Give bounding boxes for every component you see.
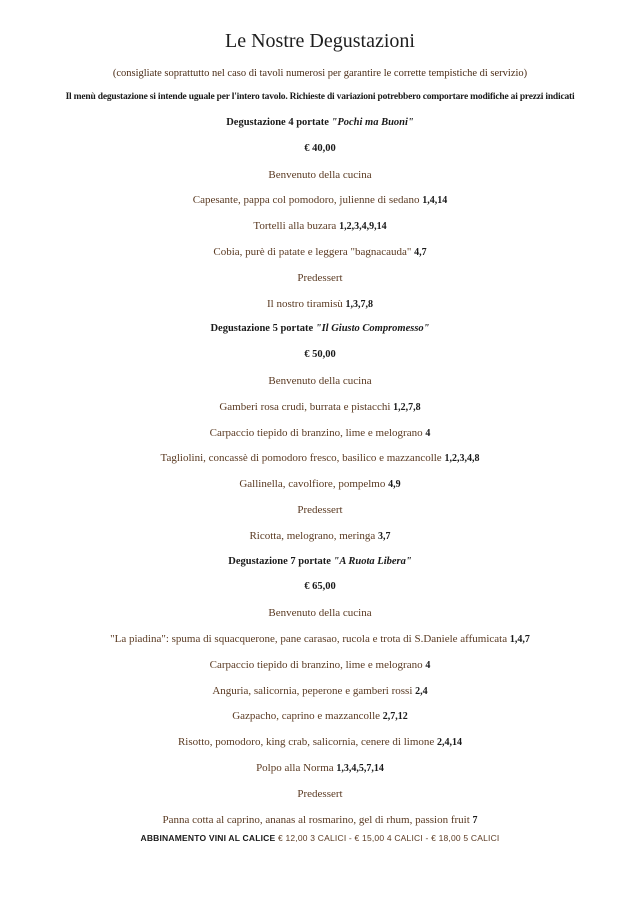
course-allergens: 1,2,3,4,9,14 [339, 221, 387, 233]
course-item [0, 298, 640, 310]
course-dish: Anguria, salicornia, peperone e gamberi rossi [212, 684, 413, 697]
wine-pairing-label: ABBINAMENTO VINI AL CALICE [140, 833, 276, 843]
course-item [0, 788, 640, 800]
menu-heading-text: Degustazione 5 portate [210, 323, 314, 335]
course-allergens: 4,7 [414, 247, 427, 258]
course-dish: Cobia, purè di patate e leggera "bagnacauda" [213, 246, 412, 258]
course-dish: Carpaccio tiepido di branzino, lime e melograno [209, 426, 423, 439]
menu-price: € 65,00 [304, 581, 336, 593]
course-dish: Benvenuto della cucina [268, 375, 372, 387]
course-item [0, 607, 640, 619]
notice: Il menù degustazione si intende uguale per l'intero tavolo. Richieste di variazioni potrebbero comportare modifiche ai prezzi indicati [65, 92, 575, 102]
course-dish: Gazpacho, caprino e mazzancolle [232, 710, 381, 723]
menu-price: € 50,00 [304, 349, 336, 361]
course-item [0, 659, 640, 671]
course-item [0, 272, 640, 284]
course-allergens: 1,3,7,8 [345, 298, 374, 310]
wine-pairing [0, 833, 640, 843]
course-allergens: 7 [472, 814, 478, 826]
course-item [0, 220, 640, 232]
menu-name: "A Ruota Libera" [333, 555, 412, 567]
course-allergens: 4,9 [388, 479, 401, 491]
course-dish: Benvenuto della cucina [268, 168, 372, 181]
course-dish: Tortelli alla buzara [253, 220, 337, 233]
course-allergens: 3,7 [378, 530, 391, 542]
course-allergens: 1,3,4,5,7,14 [336, 763, 384, 774]
course-item [0, 401, 640, 413]
course-dish: Tagliolini, concassè di pomodoro fresco, basilico e mazzancolle [160, 452, 442, 465]
wine-pairing-prices: € 12,00 3 CALICI - € 15,00 4 CALICI - € 18,00 5 CALICI [277, 833, 500, 843]
course-item [0, 478, 640, 490]
menu-heading-text: Degustazione 4 portate [226, 117, 329, 128]
course-allergens: 1,4,14 [422, 195, 448, 207]
course-dish: Gamberi rosa crudi, burrata e pistacchi [219, 400, 391, 413]
course-allergens: 1,2,3,4,8 [444, 453, 480, 465]
course-dish: "La piadina": spuma di squacquerone, pane carasao, rucola e trota di S.Daniele affumicata [110, 633, 508, 645]
course-allergens: 4 [425, 659, 431, 671]
subtitle: (consigliate soprattutto nel caso di tavoli numerosi per garantire le corrette tempistiche di servizio) [112, 68, 528, 79]
menu-heading-text: Degustazione 7 portate [228, 555, 331, 567]
menu-heading [0, 556, 640, 567]
course-dish: Il nostro tiramisù [266, 297, 343, 310]
course-item [0, 246, 640, 258]
course-item [0, 736, 640, 748]
course-item [0, 814, 640, 826]
course-item [0, 762, 640, 774]
course-dish: Predessert [297, 787, 343, 800]
course-dish: Predessert [297, 504, 343, 516]
page-title: Le Nostre Degustazioni [225, 30, 415, 52]
course-dish: Risotto, pomodoro, king crab, salicornia, cenere di limone [177, 736, 435, 749]
course-dish: Panna cotta al caprino, ananas al rosmarino, gel di rhum, passion fruit [162, 813, 470, 826]
course-dish: Polpo alla Norma [256, 762, 334, 774]
course-dish: Gallinella, cavolfiore, pompelmo [239, 478, 386, 491]
course-item [0, 194, 640, 206]
course-item [0, 685, 640, 697]
menu-price: € 40,00 [304, 142, 336, 154]
course-item [0, 710, 640, 722]
course-dish: Capesante, pappa col pomodoro, julienne di sedano [192, 194, 420, 207]
menu-name: "Pochi ma Buoni" [331, 117, 414, 128]
course-dish: Ricotta, melograno, meringa [249, 529, 376, 542]
menu-heading [0, 323, 640, 334]
course-item [0, 427, 640, 439]
course-allergens: 2,4 [415, 685, 428, 697]
course-allergens: 4 [425, 427, 431, 439]
course-allergens: 2,4,14 [437, 737, 463, 749]
course-allergens: 1,2,7,8 [393, 401, 421, 413]
course-allergens: 2,7,12 [382, 711, 408, 723]
menu-name: "Il Giusto Compromesso" [315, 323, 430, 335]
course-item [0, 530, 640, 542]
course-item [0, 452, 640, 464]
menu-heading [0, 117, 640, 128]
course-dish: Predessert [297, 271, 343, 284]
course-item [0, 633, 640, 645]
course-allergens: 1,4,7 [509, 634, 530, 645]
course-dish: Benvenuto della cucina [268, 607, 372, 620]
course-item [0, 169, 640, 181]
course-dish: Carpaccio tiepido di branzino, lime e melograno [209, 658, 423, 671]
course-item [0, 375, 640, 387]
course-item [0, 504, 640, 516]
